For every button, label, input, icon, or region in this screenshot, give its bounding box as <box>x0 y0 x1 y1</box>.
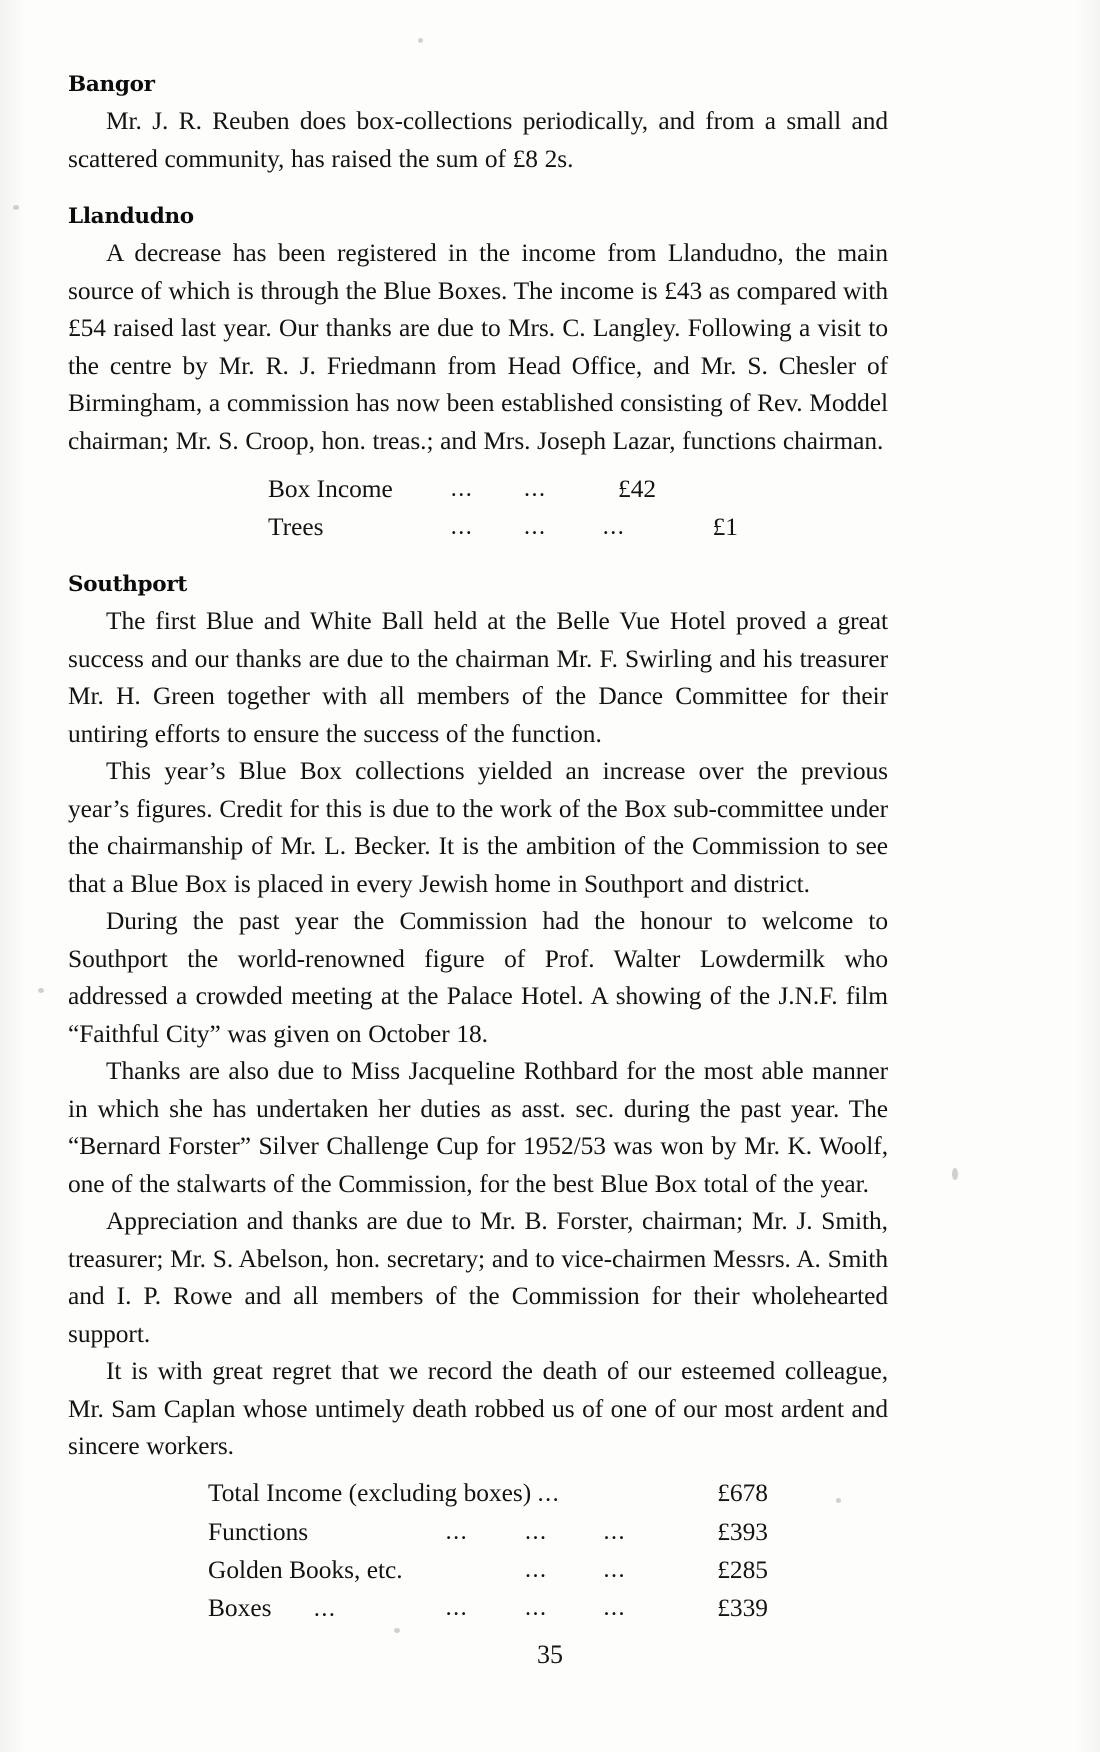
scan-speck <box>418 38 423 43</box>
scan-speck <box>952 1168 958 1180</box>
figure-dots: ... <box>445 1595 469 1621</box>
figure-dots: ... <box>603 1518 626 1545</box>
figure-dots: ... <box>313 1595 337 1622</box>
section-llandudno <box>68 204 888 546</box>
page-number: 35 <box>537 1640 563 1669</box>
paragraph: Appreciation and thanks are due to Mr. B. Forster, chairman; Mr. J. Smith, treasurer; Mr. S. Abelson, hon. secretary; and to vice-chairmen Messrs. A. Smith and I. P. Rowe and all members of the Commission for their wholehearted support. <box>68 1207 888 1348</box>
figure-dots: ... <box>450 514 474 540</box>
figure-label <box>208 1589 417 1628</box>
figure-dots: ... <box>523 514 547 540</box>
section-heading-bangor: Bangor <box>68 72 155 97</box>
scan-speck <box>13 205 19 210</box>
figure-dots: ... <box>525 1518 548 1545</box>
figure-amount: £285 <box>717 1555 768 1584</box>
figure-dots: ... <box>525 1595 548 1621</box>
paragraph: This year’s Blue Box collections yielded an increase over the previous year’s figures. Credit for this is due to the work of the Box sub-committee under the chairmanship of Mr. L. Becker. It is the ambition of the Commission to see that a Blue Box is placed in every Jewish home in Southport and district. <box>68 757 888 898</box>
figure-dots: ... <box>525 1556 548 1583</box>
figure-label-text: Boxes <box>208 1593 272 1622</box>
figure-dots: ... <box>603 1556 626 1583</box>
scan-speck <box>394 1628 400 1633</box>
figure-amount: £42 <box>618 475 657 503</box>
paragraph: It is with great regret that we record the death of our esteemed colleague, Mr. Sam Caplan whose untimely death robbed us of one of our most ardent and sincere workers. <box>68 1357 888 1460</box>
figure-label: Golden Books, etc. <box>208 1555 403 1584</box>
paragraph: A decrease has been registered in the income from Llandudno, the main source of which is through the Blue Boxes. The income is £43 as compared with £54 raised last year. Our thanks are due to Mrs. C. Langley. Following a visit to the centre by Mr. R. J. Friedmann from Head Office, and Mr. S. Chesler of Birmingham, a commission has now been established consisting of Rev. Moddel chairman; Mr. S. Croop, hon. treas.; and Mrs. Joseph Lazar, functions chairman. <box>68 239 888 455</box>
figure-label: Box Income <box>268 475 393 503</box>
table-row <box>208 1513 768 1551</box>
page-content <box>68 72 888 1628</box>
section-heading-llandudno: Llandudno <box>68 204 194 229</box>
figures-table-llandudno <box>268 470 738 546</box>
section-southport <box>68 572 888 1628</box>
figure-dots: ... <box>537 1480 561 1507</box>
section-heading-southport: Southport <box>68 572 187 597</box>
table-row <box>268 470 738 508</box>
figure-amount: £339 <box>717 1594 768 1622</box>
paragraph: During the past year the Commission had the honour to welcome to Southport the world-renowned figure of Prof. Walter Lowdermilk who addressed a crowded meeting at the Palace Hotel. A showing of the J.N.F. film “Faithful City” was given on October 18. <box>68 907 888 1048</box>
figure-dots: ... <box>445 1518 469 1545</box>
paragraph: Thanks are also due to Miss Jacqueline Rothbard for the most able manner in which she has undertaken her duties as asst. sec. during the past year. The “Bernard Forster” Silver Challenge Cup for 1952/53 was won by Mr. K. Woolf, one of the stalwarts of the Commission, for the best Blue Box total of the year. <box>68 1057 888 1198</box>
page-edge-shadow-left <box>0 0 26 1752</box>
figure-label: Trees <box>268 513 324 541</box>
figure-label <box>208 1474 654 1513</box>
figure-amount: £393 <box>717 1517 768 1546</box>
figure-dots: ... <box>450 476 474 502</box>
figure-dots: ... <box>523 476 547 502</box>
page-edge-shadow-right <box>1074 0 1100 1752</box>
figure-amount: £1 <box>712 513 738 541</box>
figures-table-southport <box>208 1474 768 1628</box>
figure-label-text: Total Income (excluding boxes) <box>208 1478 532 1507</box>
scan-speck <box>38 988 44 993</box>
table-row <box>268 508 738 546</box>
table-row <box>208 1474 768 1513</box>
table-row <box>208 1551 768 1589</box>
figure-dots: ... <box>603 1595 626 1621</box>
figure-dots: ... <box>602 514 626 540</box>
section-bangor <box>68 72 888 178</box>
table-row <box>208 1589 768 1628</box>
paragraph: Mr. J. R. Reuben does box-collections periodically, and from a small and scattered community, has raised the sum of £8 2s. <box>68 107 888 173</box>
figure-amount: £678 <box>717 1479 768 1507</box>
figure-label: Functions <box>208 1517 309 1546</box>
paragraph: The first Blue and White Ball held at the Belle Vue Hotel proved a great success and our thanks are due to the chairman Mr. F. Swirling and his treasurer Mr. H. Green together with all members of the Dance Committee for their untiring efforts to ensure the success of the function. <box>68 607 888 748</box>
